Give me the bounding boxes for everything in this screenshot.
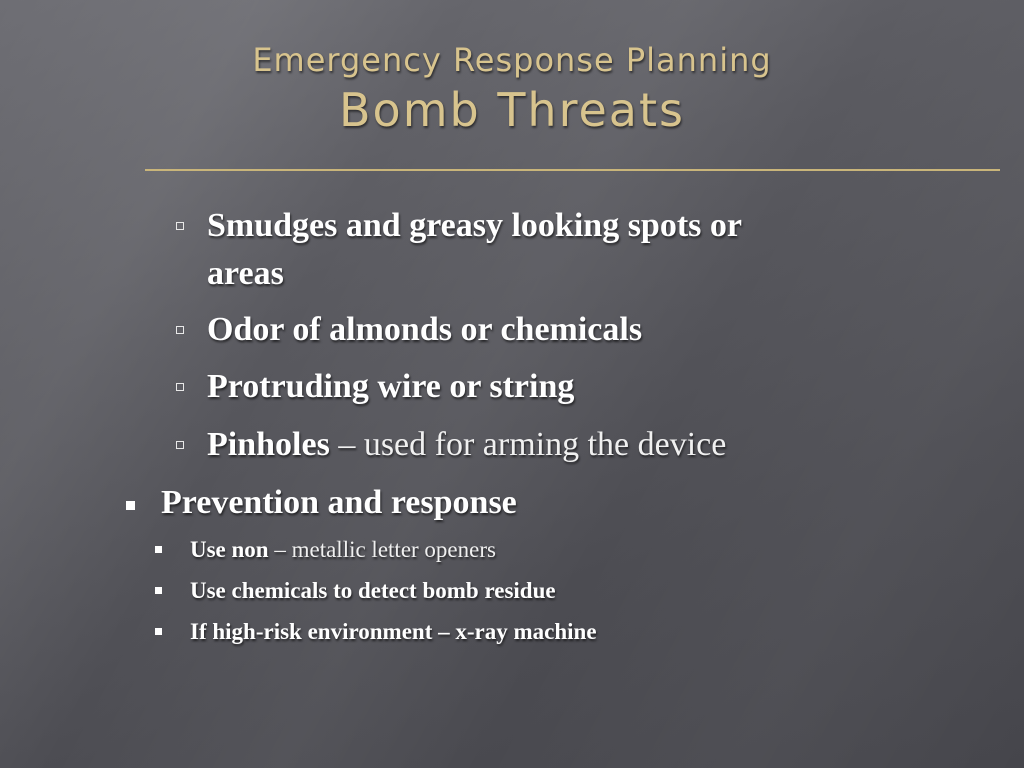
bullet-use-non-normal: – metallic letter openers: [268, 537, 496, 562]
hollow-square-bullet-icon: [176, 441, 184, 449]
solid-square-bullet-icon: [155, 587, 162, 594]
bullet-xray: [190, 617, 597, 647]
bullet-use-non: [190, 535, 496, 565]
bullet-smudges-text: Smudges and greasy looking spots or: [207, 207, 742, 244]
bullet-xray-text: If high-risk environment – x-ray machine: [190, 619, 597, 644]
bullet-smudges-cont-text: areas: [207, 255, 284, 292]
title-line-1: Emergency Response Planning: [252, 41, 772, 79]
bullet-wire-text: Protruding wire or string: [207, 368, 575, 405]
hollow-square-bullet-icon: [176, 383, 184, 391]
bullet-prevention-text: Prevention and response: [161, 484, 517, 521]
bullet-smudges-cont: [207, 251, 284, 297]
hollow-square-bullet-icon: [176, 222, 184, 230]
solid-square-bullet-icon: [155, 546, 162, 553]
bullet-chemicals: [190, 576, 556, 606]
bullet-pinholes-normal: – used for arming the device: [329, 426, 727, 463]
bullet-wire: [207, 364, 574, 410]
solid-square-bullet-icon: [126, 501, 135, 510]
title-line-2: Bomb Threats: [339, 83, 685, 137]
bullet-smudges: [207, 203, 742, 249]
solid-square-bullet-icon: [155, 628, 162, 635]
bullet-chemicals-text: Use chemicals to detect bomb residue: [190, 578, 556, 603]
slide-title: [150, 40, 874, 138]
bullet-odor: [207, 307, 642, 353]
bullet-pinholes: [207, 422, 726, 468]
title-divider: [145, 169, 1000, 171]
bullet-pinholes-bold: Pinholes: [207, 426, 330, 463]
hollow-square-bullet-icon: [176, 326, 184, 334]
bullet-odor-text: Odor of almonds or chemicals: [207, 311, 643, 348]
bullet-use-non-bold: Use non: [190, 537, 269, 562]
bullet-prevention: [161, 481, 517, 525]
